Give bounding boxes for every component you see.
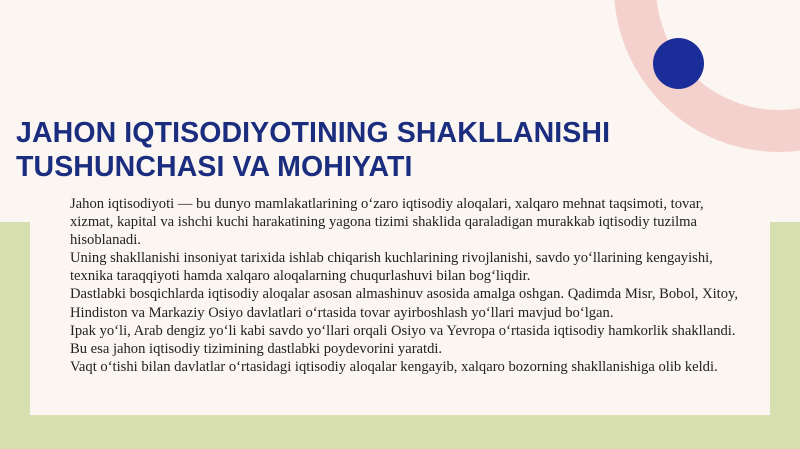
paragraph-early-stages: Dastlabki bosqichlarda iqtisodiy aloqalar asosan almashinuv asosida amalga oshgan. Qadimda Misr, Bobol, Xitoy, Hindiston va Markaziy Osiyo davlatlari oʻrtasida tovar ayirboshlash yoʻllari mavjud boʻlgan. <box>70 286 739 321</box>
paragraph-trade-routes: Ipak yoʻli, Arab dengiz yoʻli kabi savdo yoʻllari orqali Osiyo va Yevropa oʻrtasida iqtisodiy hamkorlik shakllandi. Bu esa jahon iqtisodiy tizimining dastlabki poydevorini yaratdi. <box>70 322 736 357</box>
decorative-ring-shape <box>614 0 800 152</box>
slide-title-line-2: TUSHUNCHASI VA MOHIYATI <box>16 151 413 183</box>
slide-body <box>70 195 750 376</box>
slide-title-line-1: JAHON IQTISODIYOTINING SHAKLLANISHI <box>16 117 611 149</box>
slide-title <box>16 116 610 184</box>
paragraph-international-market: Vaqt oʻtishi bilan davlatlar oʻrtasidagi iqtisodiy aloqalar kengayib, xalqaro bozorning shakllanishiga olib keldi. <box>70 358 718 375</box>
paragraph-definition: Jahon iqtisodiyoti — bu dunyo mamlakatlarining oʻzaro iqtisodiy aloqalari, xalqaro mehnat taqsimoti, tovar, xizmat, kapital va ishchi kuchi harakatining yagona tizimi shaklida qaraladigan murakkab iqtisodiy tuzilma hisoblanadi. <box>70 196 704 249</box>
paragraph-formation: Uning shakllanishi insoniyat tarixida ishlab chiqarish kuchlarining rivojlanishi, savdo yoʻllarining kengayishi, texnika taraqqiyoti hamda xalqaro aloqalarning chuqurlashuvi bilan bogʻliqdir. <box>70 250 713 285</box>
decorative-circle-shape <box>653 38 704 89</box>
